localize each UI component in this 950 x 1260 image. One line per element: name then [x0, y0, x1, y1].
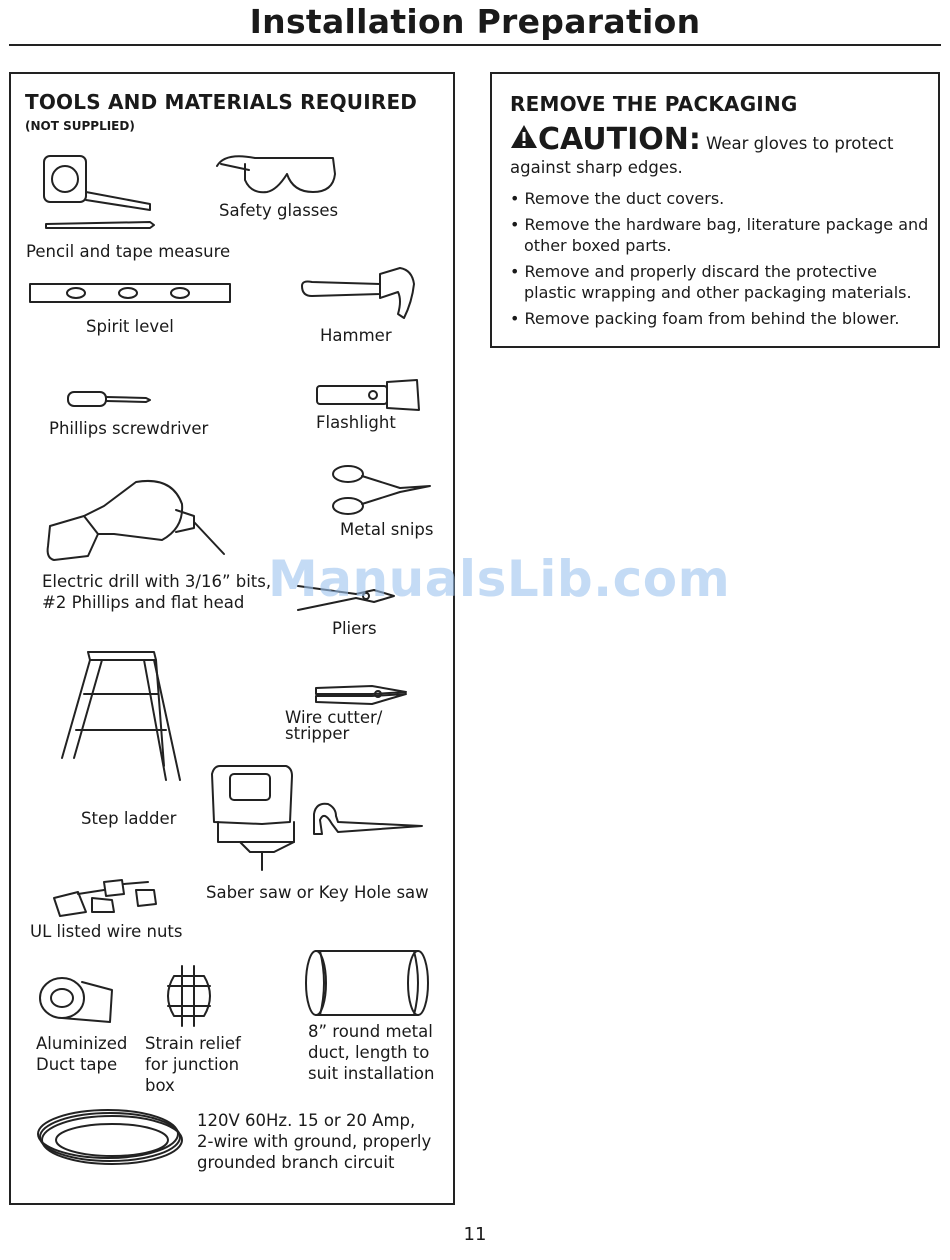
- wire-cutter-icon: [314, 680, 412, 708]
- wire-nuts-icon: [52, 872, 162, 918]
- round-duct-label: 8” round metal duct, length to suit installation: [308, 1022, 435, 1083]
- key-hole-saw-icon: [310, 800, 430, 840]
- metal-snips-label: Metal snips: [340, 520, 434, 539]
- wire-cutter-label: Wire cutter/ stripper: [285, 708, 383, 743]
- tape-measure-icon: [40, 152, 160, 232]
- spirit-level-label: Spirit level: [86, 317, 174, 336]
- caution-text: Wear gloves to protect: [706, 134, 894, 153]
- packaging-heading: REMOVE THE PACKAGING: [510, 92, 798, 116]
- pliers-label: Pliers: [332, 619, 377, 638]
- packaging-step: • Remove the duct covers.: [510, 188, 930, 209]
- packaging-step: • Remove the hardware bag, literature package and other boxed parts.: [510, 214, 930, 256]
- safety-glasses-icon: [215, 152, 340, 200]
- caution-line: [510, 122, 894, 157]
- step-ladder-label: Step ladder: [81, 809, 177, 828]
- wire-coil-icon: [34, 1104, 186, 1170]
- saber-saw-icon: [210, 762, 300, 874]
- wire-nuts-label: UL listed wire nuts: [30, 922, 183, 941]
- duct-tape-icon: [38, 970, 118, 1032]
- packaging-step: • Remove packing foam from behind the blower.: [510, 308, 930, 329]
- packaging-step: • Remove and properly discard the protective plastic wrapping and other packaging materials.: [510, 261, 930, 303]
- tools-heading: TOOLS AND MATERIALS REQUIRED: [25, 90, 418, 114]
- pencil-tape-label: Pencil and tape measure: [26, 242, 231, 261]
- tools-subheading: (NOT SUPPLIED): [25, 119, 135, 133]
- hammer-label: Hammer: [320, 326, 392, 345]
- page-number: 11: [463, 1224, 487, 1245]
- hammer-icon: [300, 264, 420, 324]
- caution-text-continued: against sharp edges.: [510, 158, 683, 177]
- caution-word: CAUTION:: [538, 122, 701, 157]
- strain-relief-label: Strain relief for junction box: [145, 1034, 241, 1095]
- drill-icon: [44, 476, 229, 568]
- screwdriver-icon: [66, 388, 152, 412]
- watermark: ManualsLib.com: [268, 550, 731, 608]
- drill-label: Electric drill with 3/16” bits, #2 Phillips and flat head: [42, 572, 272, 612]
- title-rule: [9, 44, 941, 46]
- strain-relief-icon: [160, 962, 225, 1030]
- spirit-level-icon: [28, 280, 233, 306]
- step-ladder-icon: [58, 646, 183, 786]
- page-title: Installation Preparation: [249, 2, 701, 41]
- warning-triangle-icon: [510, 123, 538, 149]
- safety-glasses-label: Safety glasses: [219, 201, 339, 220]
- duct-tape-label: Aluminized Duct tape: [36, 1034, 128, 1074]
- round-duct-icon: [302, 948, 434, 1018]
- packaging-list: [510, 188, 930, 334]
- metal-snips-icon: [330, 462, 435, 517]
- circuit-label: 120V 60Hz. 15 or 20 Amp, 2-wire with ground, properly grounded branch circuit: [197, 1111, 432, 1172]
- saber-saw-label: Saber saw or Key Hole saw: [206, 883, 429, 902]
- phillips-screwdriver-label: Phillips screwdriver: [49, 419, 209, 438]
- flashlight-label: Flashlight: [316, 413, 396, 432]
- flashlight-icon: [315, 378, 425, 412]
